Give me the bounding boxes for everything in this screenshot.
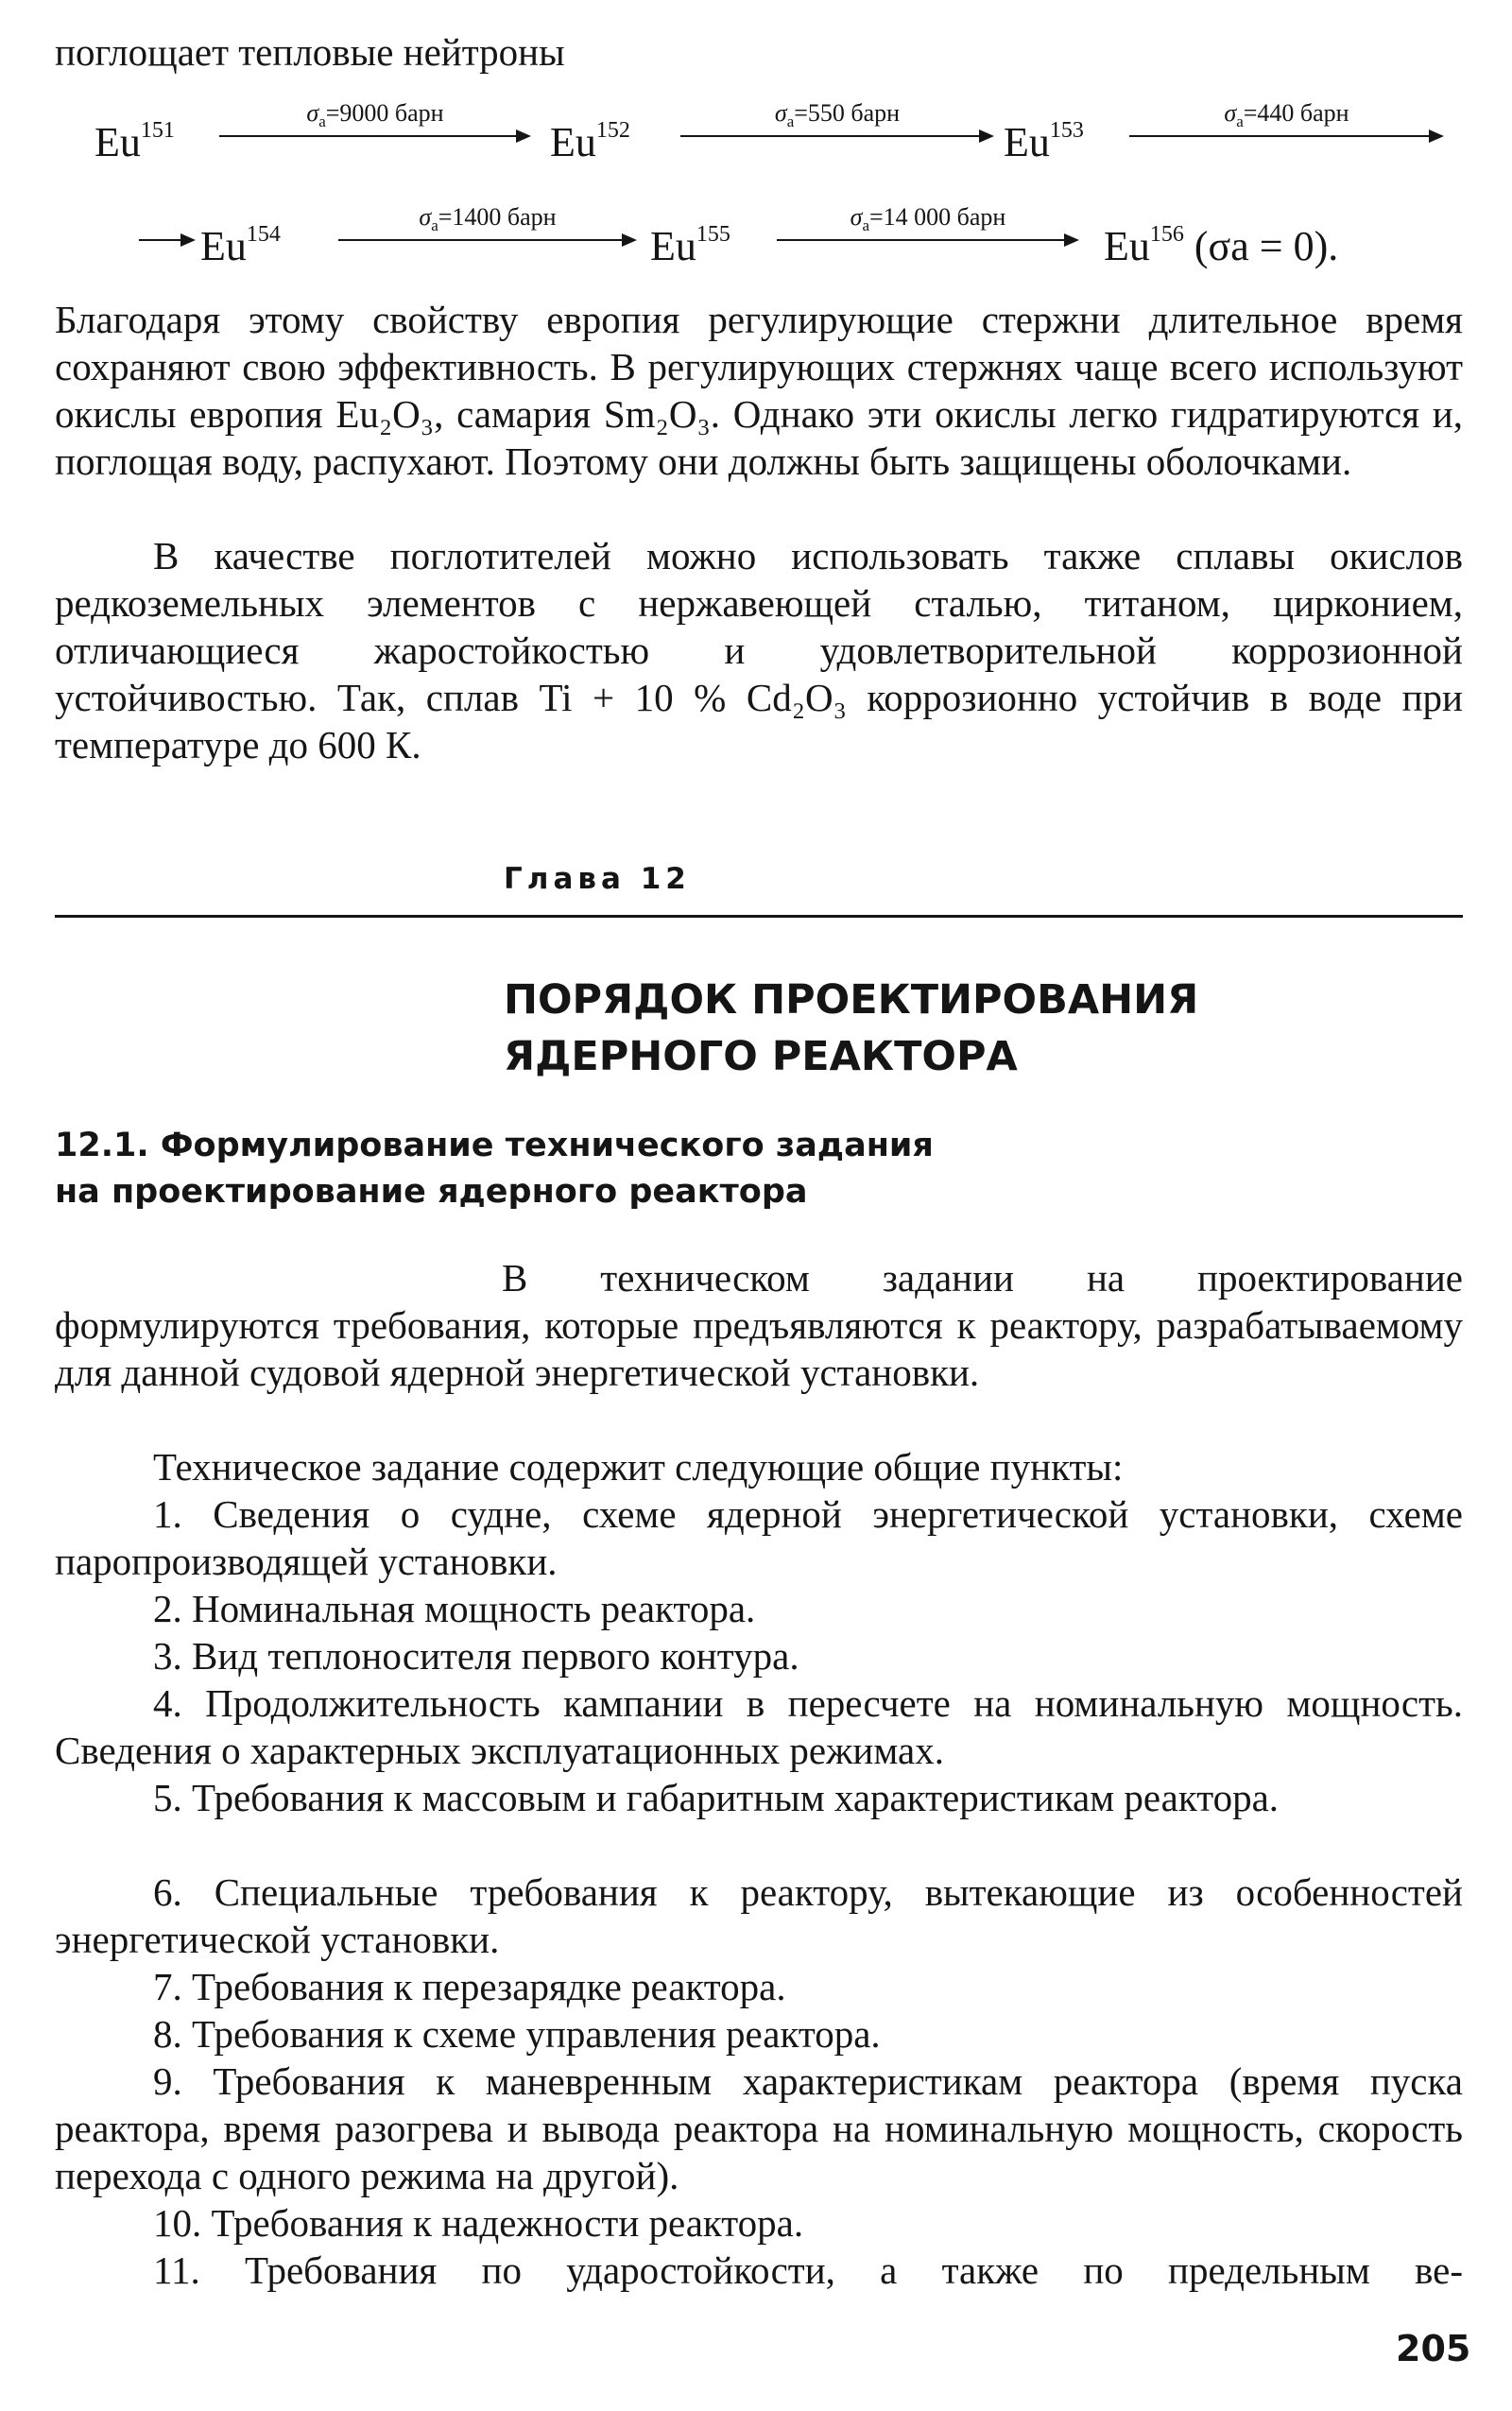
list-item: 5. Требования к массовым и габаритным характеристикам реактора. [153,1776,1280,1819]
list-item: 11. Требования по ударостойкости, а также по предельным ве- [153,2248,1463,2292]
list-item: 7. Требования к перезарядке реактора. [153,1965,786,2008]
section-paragraph: В техническом задании на проектирование формулируются требования, которые предъявляются к реактору, разрабатываемому для данной судовой ядерной энергетической установки. [55,1256,1463,1394]
paragraph-europium: Благодаря этому свойству европия регулирующие стержни длительное время сохраняют свою эффективность. В регулирующих стержнях чаще всего используют окислы европия Eu₂O₃, самария Sm₂O₃. Однако эти окислы легко гидратируются и, поглощая воду, распухают. Поэтому они должны быть защищены оболочками. [55,298,1463,483]
list-item: 3. Вид теплоносителя первого контура. [153,1634,799,1678]
isotope-eu156: Eu$^{156}$ (σa = 0). [1104,222,1339,269]
section-title [55,1123,1189,1215]
top-line: поглощает тепловые нейтроны [55,30,565,74]
list-item: 1. Сведения о судне, схеме ядерной энергетической установки, схеме паропроизводящей установки. [55,1492,1463,1583]
section-title-line: на проектирование ядерного реактора [55,1173,808,1211]
list-item: 8. Требования к схеме управления реактора. [153,2012,881,2056]
isotope-eu152: Eu$^{152}$ [550,118,630,165]
isotope-eu155: Eu$^{155}$ [650,222,730,269]
chapter-title-line: ПОРЯДОК ПРОЕКТИРОВАНИЯ [504,976,1199,1024]
isotope-eu153: Eu$^{153}$ [1004,118,1084,165]
reaction-arrow: $\sigma_a=9000$ барн [219,99,531,146]
paragraph-absorbers: В качестве поглотителей можно использовать также сплавы окислов редкоземельных элементов с нержавеющей сталью, титаном, цирконием, отличающиеся жаростойкостью и удовлетворительной коррозионной устойчивостью. Так, сплав Ti + 10 % Cd₂O₃ коррозионно устойчив в воде при температуре до 600 К. [55,534,1463,766]
chapter-divider [55,915,1463,918]
reaction-arrow: $\sigma_a=14$ 000 барн [777,203,1079,250]
list-item: 4. Продолжительность кампании в пересчете на номинальную мощность. Сведения о характерных эксплуатационных режимах. [55,1681,1463,1772]
section-title-line: 12.1. Формулирование технического задания [55,1127,934,1164]
reaction-arrow: $\sigma_a=1400$ барн [338,203,637,250]
list-item: 2. Номинальная мощность реактора. [153,1587,756,1630]
reaction-arrow-lead [139,203,196,250]
chapter-title [504,972,1449,1085]
list-item: 10. Требования к надежности реактора. [153,2201,804,2245]
chapter-label: Глава 12 [504,862,691,896]
reaction-arrow: $\sigma_a=440$ барн [1129,99,1444,146]
reaction-arrow: $\sigma_a=550$ барн [680,99,994,146]
list-item: 6. Специальные требования к реактору, вытекающие из особенностей энергетической установки. [55,1870,1463,1961]
list-intro: Техническое задание содержит следующие общие пункты: [153,1445,1124,1489]
isotope-eu151: Eu$^{151}$ [94,118,175,165]
list-item: 9. Требования к маневренным характеристикам реактора (время пуска реактора, время разогрева и вывода реактора на номинальную мощность, скорость перехода с одного режима на другой). [55,2059,1463,2197]
page-number: 205 [1396,2328,1471,2369]
chapter-title-line: ЯДЕРНОГО РЕАКТОРА [504,1033,1018,1080]
isotope-eu154: Eu$^{154}$ [200,222,281,269]
